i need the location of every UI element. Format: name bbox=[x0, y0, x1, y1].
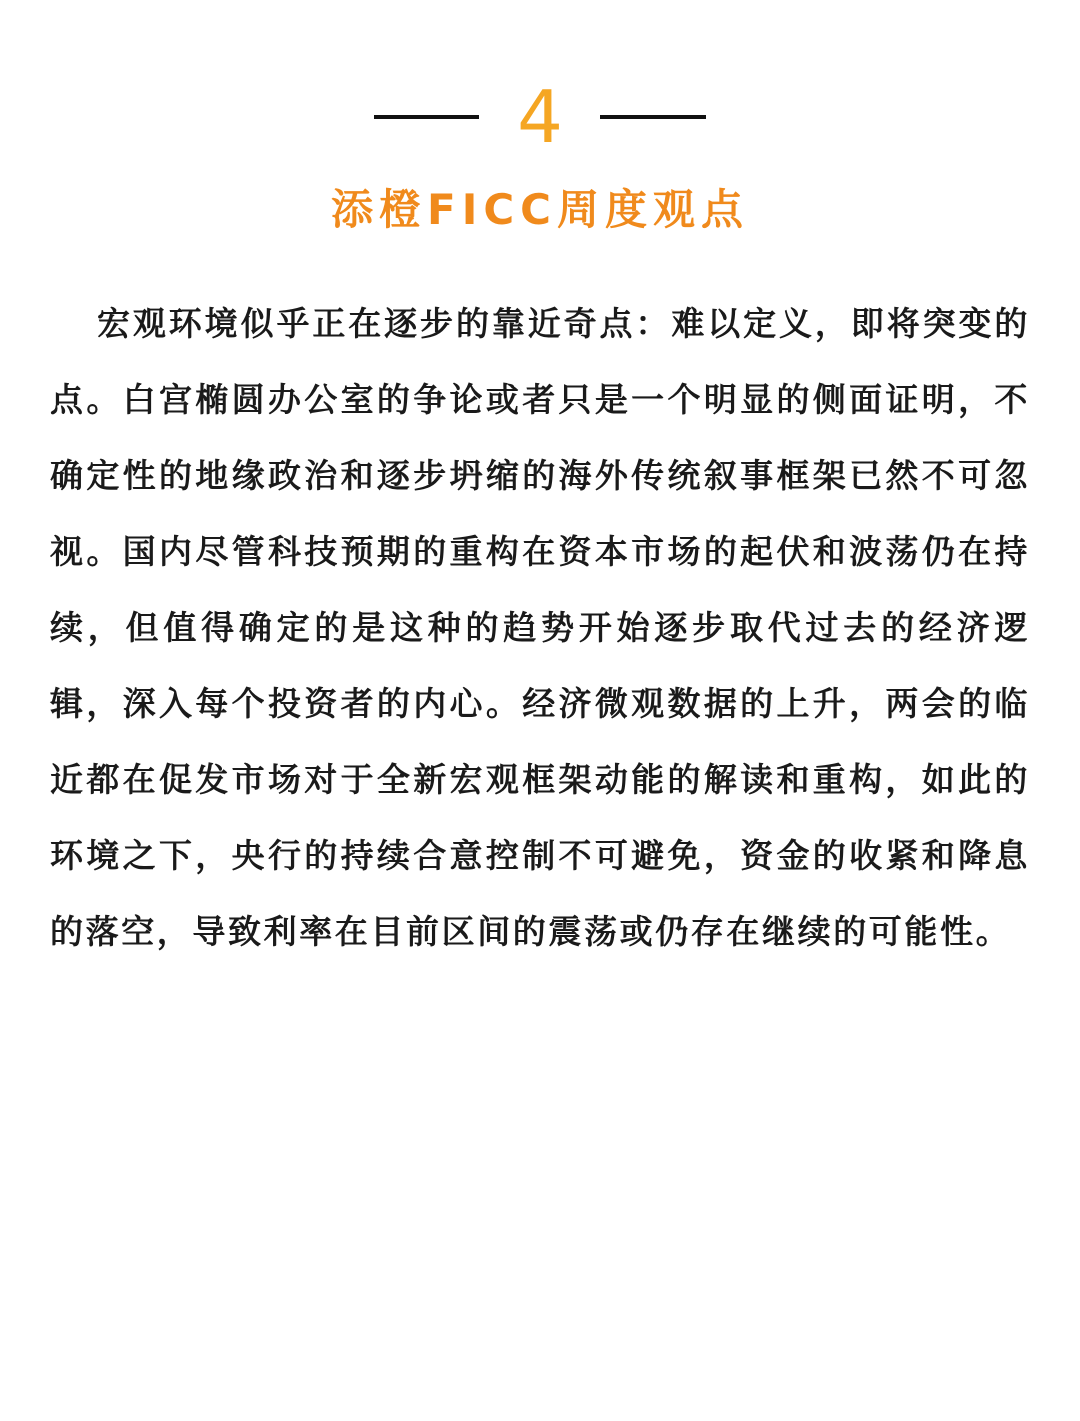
section-title: 添橙FICC周度观点 bbox=[331, 185, 749, 234]
right-divider-line bbox=[600, 115, 706, 119]
section-header bbox=[0, 72, 1080, 162]
section-number: 4 bbox=[517, 75, 563, 159]
article-paragraph: 宏观环境似乎正在逐步的靠近奇点：难以定义，即将突变的点。白宫椭圆办公室的争论或者只是一个明显的侧面证明，不确定性的地缘政治和逐步坍缩的海外传统叙事框架已然不可忽视。国内尽管科技预期的重构在资本市场的起伏和波荡仍在持续，但值得确定的是这种的趋势开始逐步取代过去的经济逻辑，深入每个投资者的内心。经济微观数据的上升，两会的临近都在促发市场对于全新宏观框架动能的解读和重构，如此的环境之下，央行的持续合意控制不可避免，资金的收紧和降息的落空，导致利率在目前区间的震荡或仍存在继续的可能性。 bbox=[50, 304, 1030, 951]
left-divider-line bbox=[374, 115, 479, 119]
